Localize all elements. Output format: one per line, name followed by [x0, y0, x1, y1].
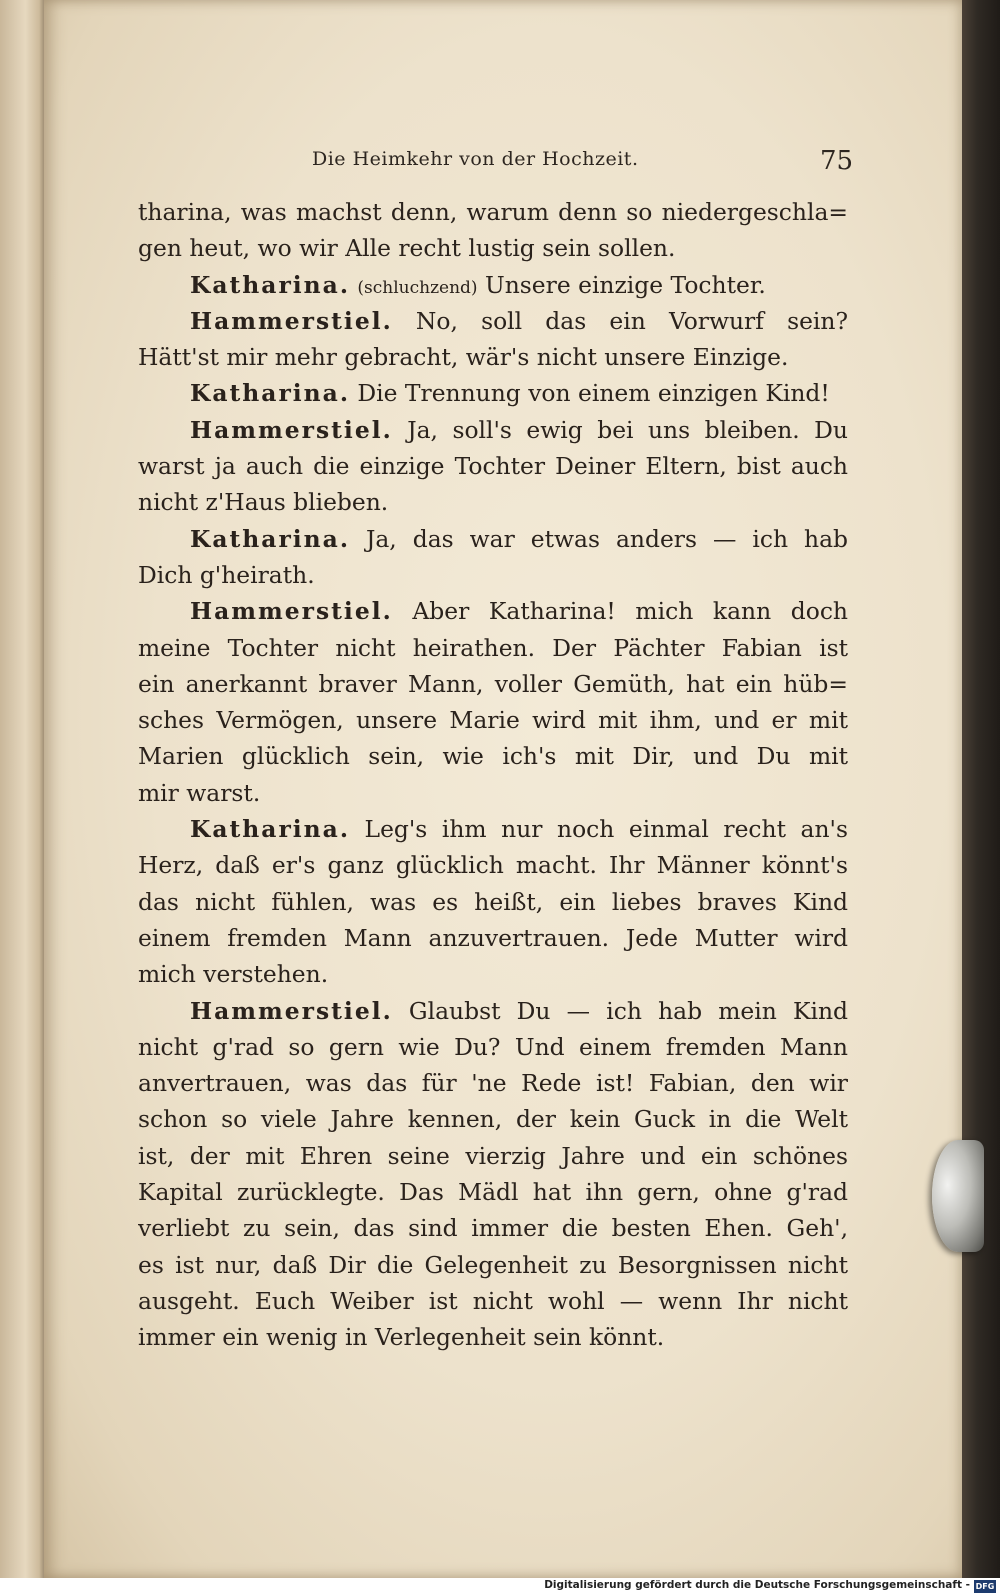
text-line — [138, 884, 848, 920]
line-text: einem fremden Mann anzuvertrauen. Jede Mutter wird — [138, 923, 848, 952]
speaker-name: Katharina. — [190, 815, 350, 844]
text-line — [138, 1029, 848, 1065]
text-line — [138, 1101, 848, 1137]
page-clip-icon — [932, 1140, 984, 1252]
text-line — [138, 1210, 848, 1246]
text-line — [138, 557, 848, 593]
line-text: Marien glücklich sein, wie ich's mit Dir, und Du mit — [138, 742, 848, 771]
speaker-name: Hammerstiel. — [190, 996, 393, 1025]
text-line — [138, 1319, 848, 1355]
line-text: Ja, soll's ewig bei uns bleiben. Du — [407, 415, 848, 444]
line-text: ein anerkannt braver Mann, voller Gemüth, hat ein hüb= — [138, 669, 848, 698]
text-line — [138, 593, 848, 629]
text-line — [138, 666, 848, 702]
previous-page-edge — [0, 0, 46, 1578]
line-text: mir warst. — [138, 778, 261, 807]
line-text: warst ja auch die einzige Tochter Deiner Eltern, bist auch — [138, 452, 848, 481]
text-line — [138, 811, 848, 847]
line-text: es ist nur, daß Dir die Gelegenheit zu Besorgnissen nicht — [138, 1250, 848, 1279]
line-text: anvertrauen, was das für 'ne Rede ist! Fabian, den wir — [138, 1069, 848, 1098]
text-line — [138, 956, 848, 992]
speaker-name: Hammerstiel. — [190, 597, 393, 626]
digitization-credit: Digitalisierung gefördert durch die Deutsche Forschungsgemeinschaft - — [544, 1579, 970, 1591]
line-text: Leg's ihm nur noch einmal recht an's — [364, 815, 848, 844]
text-line — [138, 847, 848, 883]
text-line — [138, 702, 848, 738]
line-text: ist, der mit Ehren seine vierzig Jahre und ein schönes — [138, 1141, 848, 1170]
text-line — [138, 484, 848, 520]
text-line — [138, 521, 848, 557]
running-title: Die Heimkehr von der Hochzeit. — [312, 148, 639, 170]
page-text — [138, 194, 848, 1356]
text-line — [138, 448, 848, 484]
text-line — [138, 738, 848, 774]
speaker-name: Hammerstiel. — [190, 306, 393, 335]
book-edge-shadow — [962, 0, 1000, 1578]
line-text: Dich g'heirath. — [138, 560, 315, 589]
text-line — [138, 375, 848, 411]
line-text: schon so viele Jahre kennen, der kein Guck in die Welt — [138, 1105, 848, 1134]
text-line — [138, 230, 848, 266]
line-text: ausgeht. Euch Weiber ist nicht wohl — wenn Ihr nicht — [138, 1286, 848, 1315]
line-text: Kapital zurücklegte. Das Mädl hat ihn gern, ohne g'rad — [138, 1178, 848, 1207]
line-text: meine Tochter nicht heirathen. Der Pächter Fabian ist — [138, 633, 848, 662]
text-line — [138, 993, 848, 1029]
text-line — [138, 194, 848, 230]
line-text: Hätt'st mir mehr gebracht, wär's nicht unsere Einzige. — [138, 343, 789, 372]
line-text: sches Vermögen, unsere Marie wird mit ihm, und er mit — [138, 706, 848, 735]
text-line — [138, 1138, 848, 1174]
line-text: Ja, das war etwas anders — ich hab — [365, 524, 848, 553]
line-text: das nicht fühlen, was es heißt, ein liebes braves Kind — [138, 887, 848, 916]
text-line — [138, 267, 848, 303]
text-line — [138, 303, 848, 339]
line-text: Die Trennung von einem einzigen Kind! — [357, 379, 830, 408]
text-line — [138, 339, 848, 375]
text-line — [138, 920, 848, 956]
text-line — [138, 1065, 848, 1101]
line-text: Aber Katharina! mich kann doch — [412, 597, 848, 626]
page-number: 75 — [820, 146, 854, 176]
text-line — [138, 630, 848, 666]
stage-direction: (schluchzend) — [357, 277, 478, 298]
line-text: mich verstehen. — [138, 960, 329, 989]
line-text: Herz, daß er's ganz glücklich macht. Ihr Männer könnt's — [138, 851, 848, 880]
speaker-name: Katharina. — [190, 379, 350, 408]
text-line — [138, 1174, 848, 1210]
line-text: No, soll das ein Vorwurf sein? — [415, 306, 848, 335]
line-text: Unsere einzige Tochter. — [485, 270, 766, 299]
speaker-name: Hammerstiel. — [190, 415, 393, 444]
line-text: tharina, was machst denn, warum denn so niedergeschla= — [138, 198, 848, 226]
speaker-name: Katharina. — [190, 270, 350, 299]
line-text: nicht z'Haus blieben. — [138, 488, 389, 517]
line-text: gen heut, wo wir Alle recht lustig sein sollen. — [138, 234, 676, 263]
speaker-name: Katharina. — [190, 524, 350, 553]
line-text: immer ein wenig in Verlegenheit sein könnt. — [138, 1323, 665, 1352]
line-text: verliebt zu sein, das sind immer die besten Ehen. Geh', — [138, 1214, 848, 1243]
line-text: nicht g'rad so gern wie Du? Und einem fremden Mann — [138, 1032, 848, 1061]
text-line — [138, 412, 848, 448]
text-line — [138, 1247, 848, 1283]
line-text: Glaubst Du — ich hab mein Kind — [408, 996, 848, 1025]
dfg-logo-icon: DFG — [975, 1582, 995, 1591]
text-line — [138, 1283, 848, 1319]
text-line — [138, 775, 848, 811]
